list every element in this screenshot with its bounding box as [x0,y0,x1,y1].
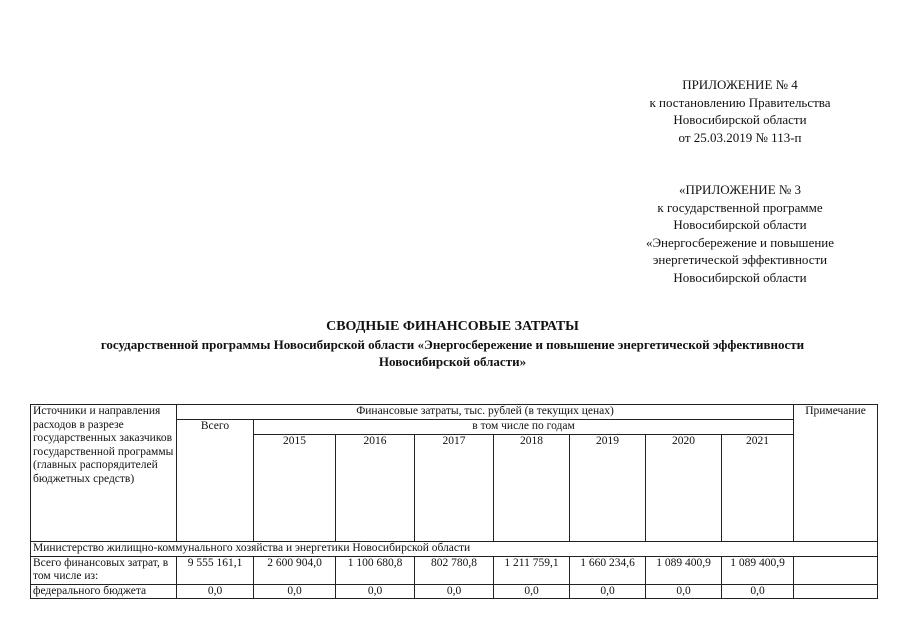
row-year-value: 2 600 904,0 [254,556,336,584]
row-year-value: 0,0 [722,584,794,599]
table-row [31,556,878,584]
row-year-value: 0,0 [254,584,336,599]
header-year: 2016 [336,435,415,542]
row-year-value: 0,0 [336,584,415,599]
header-row-1 [31,405,878,420]
header-year: 2015 [254,435,336,542]
appendix-4-line: ПРИЛОЖЕНИЕ № 4 [682,77,798,92]
header-notes: Примечание [794,405,878,542]
header-year: 2017 [415,435,494,542]
header-financial-costs: Финансовые затраты, тыс. рублей (в текущих ценах) [177,405,794,420]
appendix-3-line: «Энергосбережение и повышение [645,234,835,250]
row-label: федерального бюджета [31,584,177,599]
appendix-3-line: энергетической эффективности [652,252,828,267]
appendix-3-header [600,181,880,286]
title-subtitle-line-1: государственной программы Новосибирской области «Энергосбережение и повышение энергетической эффективности [100,337,805,352]
row-label: Всего финансовых затрат, в том числе из: [31,556,177,584]
row-year-value: 802 780,8 [415,556,494,584]
row-year-value: 0,0 [570,584,646,599]
header-year: 2019 [570,435,646,542]
appendix-4-line: от 25.03.2019 № 113-п [678,129,802,145]
row-total: 9 555 161,1 [177,556,254,584]
ministry-row [31,542,878,557]
row-note [794,584,878,599]
row-year-value: 0,0 [415,584,494,599]
header-year: 2018 [494,435,570,542]
row-year-value: 1 089 400,9 [646,556,722,584]
document-title [0,318,905,370]
appendix-3-line: Новосибирской области [673,269,807,285]
appendix-3-line: Новосибирской области [673,217,807,232]
financial-costs-table [30,404,878,599]
header-year: 2020 [646,435,722,542]
header-sources: Источники и направления расходов в разрезе государственных заказчиков государственной программы (главных распорядителей бюджетных средств) [31,405,177,542]
appendix-4-header [600,76,880,146]
row-note [794,556,878,584]
row-year-value: 0,0 [494,584,570,599]
appendix-4-line: Новосибирской области [673,112,807,127]
row-year-value: 0,0 [646,584,722,599]
row-total: 0,0 [177,584,254,599]
appendix-3-line: к государственной программе [657,199,823,215]
row-year-value: 1 100 680,8 [336,556,415,584]
header-by-years: в том числе по годам [254,419,794,435]
row-year-value: 1 211 759,1 [494,556,570,584]
title-subtitle-line-2: Новосибирской области» [378,354,527,369]
table-row [31,584,878,599]
header-year: 2021 [722,435,794,542]
ministry-name: Министерство жилищно-коммунального хозяйства и энергетики Новосибирской области [31,542,878,557]
header-total: Всего [177,419,254,542]
appendix-3-line: «ПРИЛОЖЕНИЕ № 3 [678,182,802,197]
appendix-4-line: к постановлению Правительства [649,94,831,110]
row-year-value: 1 089 400,9 [722,556,794,584]
row-year-value: 1 660 234,6 [570,556,646,584]
title-main: СВОДНЫЕ ФИНАНСОВЫЕ ЗАТРАТЫ [326,319,579,334]
